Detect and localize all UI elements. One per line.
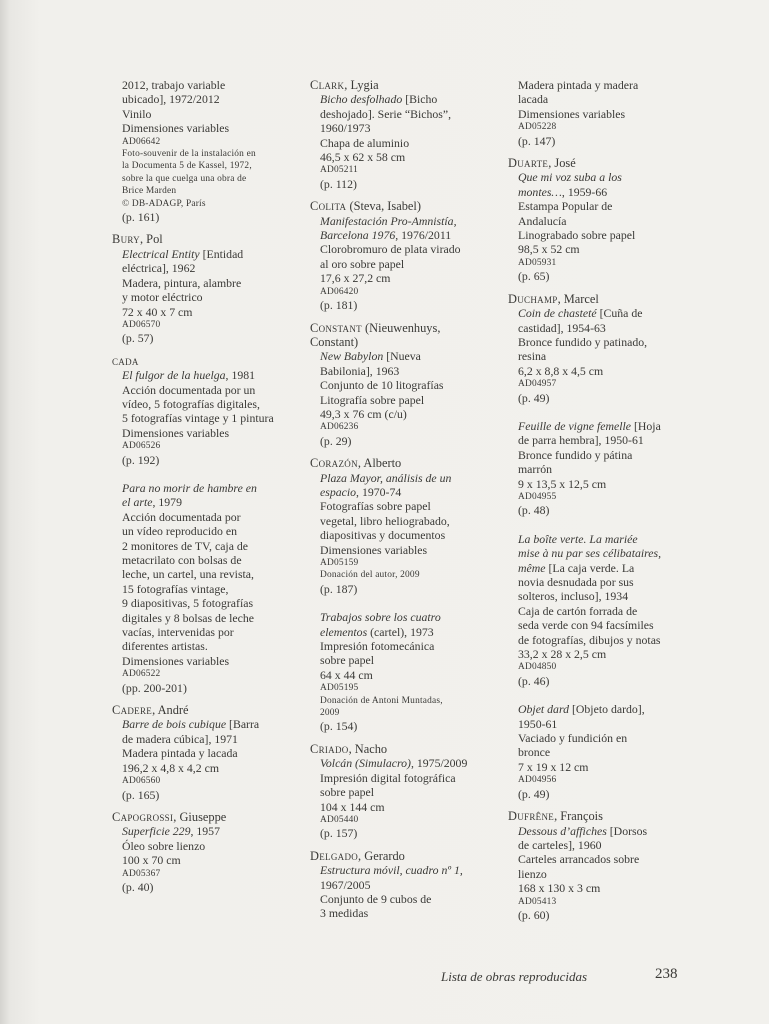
artist-surname: Constant: [310, 320, 362, 335]
record-line: (p. 46): [518, 673, 550, 688]
artist-name: [112, 232, 300, 246]
artwork-record: [122, 247, 300, 346]
record-line: lienzo: [518, 866, 547, 881]
catalogue-entry: [508, 156, 698, 284]
artist-surname: Delgado: [310, 848, 359, 863]
record-line: 1950-61: [518, 716, 558, 731]
column-1: [112, 78, 300, 902]
record-text: , 1979: [152, 495, 182, 510]
record-note: la Documenta 5 de Kassel, 1972,: [122, 161, 252, 172]
record-line: bronce: [518, 745, 551, 760]
artist-given-name: , Nacho: [348, 741, 388, 756]
record-line: (p. 40): [122, 879, 154, 894]
artist-given-name: (Nieuwenhuys,: [361, 320, 441, 335]
artist-given-name: , Gerardo: [358, 848, 405, 863]
record-line: eléctrica], 1962: [122, 261, 196, 276]
record-line: un vídeo reproducido en: [122, 524, 237, 539]
record-note: Donación del autor, 2009: [320, 570, 420, 581]
record-line: [518, 419, 698, 433]
artist-surname: cada: [112, 353, 139, 368]
record-text: , 1981: [225, 368, 256, 383]
artwork-record: [320, 92, 500, 191]
record-line: (p. 49): [518, 786, 550, 801]
record-text: [Dorsos: [606, 823, 648, 838]
artist-name: [112, 703, 300, 717]
record-line: marrón: [518, 462, 553, 477]
record-line: [122, 247, 300, 261]
artist-name: [310, 78, 500, 92]
record-line: Óleo sobre lienzo: [122, 838, 206, 853]
artist-surname: Bury: [112, 232, 140, 247]
record-note: AD05367: [122, 868, 161, 879]
artist-surname: Corazón: [310, 456, 358, 471]
record-line: Para no morir de hambre en: [122, 480, 257, 495]
record-note: AD04850: [518, 662, 557, 673]
artwork-record: [122, 368, 300, 467]
artwork-record: [518, 419, 698, 518]
record-line: Litografía sobre papel: [320, 392, 425, 407]
record-text: [Bicho: [402, 92, 438, 107]
artwork-record: [320, 610, 500, 734]
record-line: leche, un cartel, una revista,: [122, 567, 254, 582]
record-line: 168 x 130 x 3 cm: [518, 881, 601, 896]
record-note: © DB-ADAGP, París: [122, 198, 206, 209]
record-text: (cartel), 1973: [367, 624, 434, 639]
artwork-title: Barcelona 1976: [320, 228, 396, 243]
artwork-record: [320, 863, 500, 921]
record-text: [Nueva: [383, 349, 421, 364]
artist-given-name: , Marcel: [557, 291, 599, 306]
record-line: resina: [518, 349, 547, 364]
artist-given-name: , Lygia: [344, 78, 379, 92]
record-line: [320, 485, 500, 499]
record-line: Clorobromuro de plata virado: [320, 242, 461, 257]
artist-surname: Duchamp: [508, 291, 558, 306]
artwork-title: même: [518, 560, 546, 575]
artwork-record: [122, 717, 300, 801]
record-line: [518, 702, 698, 716]
artist-name: [310, 199, 500, 213]
record-note: AD06526: [122, 441, 161, 452]
artist-name: [112, 810, 300, 824]
record-line: ubicado], 1972/2012: [122, 92, 220, 107]
record-line: [122, 717, 300, 731]
artist-name: [310, 849, 500, 863]
record-line: de fotografías, dibujos y notas: [518, 632, 661, 647]
artwork-record: [122, 824, 300, 894]
record-line: Vinilo: [122, 106, 152, 121]
record-text: [Hoja: [631, 418, 661, 433]
artist-given-name: , André: [152, 703, 189, 718]
column-2: [310, 78, 500, 929]
record-line: Acción documentada por: [122, 509, 241, 524]
artwork-record: [518, 170, 698, 283]
record-note: AD05228: [518, 122, 557, 133]
artwork-title: elementos: [320, 624, 368, 639]
record-line: [320, 92, 500, 106]
record-line: 104 x 144 cm: [320, 799, 385, 814]
record-note: AD04956: [518, 775, 557, 786]
artwork-title: Electrical Entity: [122, 246, 200, 261]
artwork-title: Superficie 229: [122, 824, 191, 839]
catalogue-entry: [310, 742, 500, 841]
record-line: Conjunto de 9 cubos de: [320, 891, 432, 906]
record-note: AD05413: [518, 896, 557, 907]
record-text: , 1976/2011: [395, 228, 452, 243]
record-line: Bronce fundido y patinado,: [518, 334, 648, 349]
record-line: (p. 161): [122, 210, 160, 225]
artwork-record: [518, 702, 698, 801]
record-note: AD05211: [320, 165, 359, 176]
record-line: Que mi voz suba a los: [518, 170, 622, 185]
artwork-title: El fulgor de la huelga: [122, 368, 226, 383]
artist-name: [508, 292, 698, 306]
record-line: [518, 306, 698, 320]
record-line: Impresión digital fotográfica: [320, 770, 456, 785]
record-line: 5 fotografías vintage y 1 pintura: [122, 411, 274, 426]
artist-given-name: , Pol: [139, 232, 163, 247]
record-line: al oro sobre papel: [320, 256, 405, 271]
record-line: vacías, intervenidas por: [122, 625, 234, 640]
catalogue-entry: [310, 199, 500, 312]
record-line: [320, 349, 500, 363]
column-3: [508, 78, 698, 930]
record-note: AD06236: [320, 422, 359, 433]
record-line: (p. 29): [320, 433, 352, 448]
catalogue-entry: [310, 456, 500, 734]
record-line: Chapa de aluminio: [320, 135, 410, 150]
artwork-title: Barre de bois cubique: [122, 717, 227, 732]
record-line: (p. 65): [518, 269, 550, 284]
record-line: (pp. 200-201): [122, 680, 187, 695]
record-line: [320, 471, 500, 485]
record-note: AD04955: [518, 491, 557, 502]
record-line: [518, 561, 698, 575]
artist-name: [112, 354, 300, 368]
artwork-record: [320, 214, 500, 313]
record-line: Bronce fundido y pátina: [518, 447, 633, 462]
artwork-record: [122, 78, 300, 224]
artist-surname: Colita: [310, 199, 347, 214]
record-line: [122, 495, 300, 509]
record-text: [Entidad: [199, 246, 244, 261]
record-line: Manifestación Pro-Amnistía,: [320, 213, 457, 228]
artist-name: [310, 456, 500, 470]
record-note: AD04957: [518, 379, 557, 390]
record-line: diapositivas y documentos: [320, 528, 446, 543]
record-text: [Barra: [226, 717, 260, 732]
record-note: AD05195: [320, 683, 359, 694]
record-line: [122, 824, 300, 838]
catalogue-entry: [112, 354, 300, 695]
catalogue-entry: [508, 292, 698, 801]
record-line: [518, 824, 698, 838]
record-note: AD06570: [122, 319, 161, 330]
record-line: 64 x 44 cm: [320, 667, 373, 682]
artist-surname: Clark: [310, 78, 345, 92]
artwork-title: Objet dard: [518, 702, 570, 717]
record-line: diferentes artistas.: [122, 639, 208, 654]
artist-surname: Duarte: [508, 156, 549, 171]
record-line: (p. 49): [518, 390, 550, 405]
record-line: (p. 60): [518, 907, 550, 922]
record-line: Caja de cartón forrada de: [518, 603, 638, 618]
record-text: [Cuña de: [596, 306, 643, 321]
record-line: novia desnudada por sus: [518, 575, 634, 589]
artwork-title: el arte: [122, 495, 153, 510]
record-line: castidad], 1954-63: [518, 320, 606, 335]
record-line: Dimensiones variables: [518, 106, 626, 121]
catalogue-entry: [310, 78, 500, 191]
artist-surname: Criado: [310, 741, 349, 756]
record-line: de madera cúbica], 1971: [122, 731, 238, 746]
record-text: , 1975/2009: [410, 756, 468, 771]
record-line: Dimensiones variables: [320, 542, 428, 557]
record-note: Foto-souvenir de la instalación en: [122, 149, 256, 160]
artwork-title: Coin de chasteté: [518, 306, 597, 321]
record-line: digitales y 8 bolsas de leche: [122, 610, 255, 625]
record-line: lacada: [518, 92, 549, 107]
artwork-record: [320, 349, 500, 448]
artwork-title: Bicho desfolhado: [320, 92, 403, 107]
record-line: 9 x 13,5 x 12,5 cm: [518, 476, 607, 491]
artist-given-name: , Alberto: [357, 456, 402, 471]
artwork-title: Volcán (Simulacro): [320, 756, 411, 771]
record-text: [Objeto dardo],: [569, 702, 645, 717]
artist-given-name: , François: [554, 809, 603, 824]
record-line: (p. 192): [122, 452, 160, 467]
catalogue-entry: [310, 321, 500, 449]
record-note: 2009: [320, 708, 340, 719]
record-line: Linograbado sobre papel: [518, 228, 636, 243]
catalogue-entry: [112, 232, 300, 345]
artwork-title: espacio: [320, 484, 357, 499]
record-note: AD06420: [320, 286, 359, 297]
record-line: 17,6 x 27,2 cm: [320, 271, 391, 286]
record-line: de carteles], 1960: [518, 837, 602, 852]
record-line: La boîte verte. La mariée: [518, 531, 638, 546]
record-line: seda verde con 94 facsímiles: [518, 618, 654, 633]
artwork-record: [518, 824, 698, 923]
record-line: mise à nu par ses célibataires,: [518, 546, 662, 561]
artwork-title: Feuille de vigne femelle: [518, 418, 631, 433]
running-title: Lista de obras reproducidas: [441, 969, 588, 984]
artwork-record: [320, 756, 500, 840]
record-line: sobre papel: [320, 785, 375, 800]
artist-name-continued: Constant): [310, 334, 359, 349]
record-line: [122, 368, 300, 382]
artist-given-name: , Giuseppe: [173, 809, 227, 824]
record-line: de parra hembra], 1950-61: [518, 433, 644, 448]
artist-name: [508, 809, 698, 823]
record-line: Estructura móvil, cuadro nº 1,: [320, 863, 463, 878]
artwork-record: [518, 306, 698, 405]
record-note: AD06522: [122, 669, 161, 680]
record-line: Conjunto de 10 litografías: [320, 378, 444, 393]
artist-name: [310, 321, 500, 335]
record-line: (p. 48): [518, 503, 550, 518]
record-line: Impresión fotomecánica: [320, 639, 435, 654]
artist-given-name: (Steva, Isabel): [346, 199, 422, 214]
artwork-record: [320, 471, 500, 597]
catalogue-entry: [310, 849, 500, 921]
artist-name: [310, 742, 500, 756]
artwork-title: Plaza Mayor, análisis de un: [320, 470, 452, 485]
artist-name: [508, 156, 698, 170]
artist-surname: Capogrossi: [112, 809, 174, 824]
artist-surname: Cadere: [112, 703, 153, 718]
record-line: Fotografías sobre papel: [320, 499, 431, 514]
record-note: AD05159: [320, 558, 359, 568]
record-line: Madera pintada y madera: [518, 78, 639, 92]
record-line: 33,2 x 28 x 2,5 cm: [518, 647, 607, 662]
record-text: [La caja verde. La: [545, 560, 635, 575]
catalogue-entry-continued: [508, 78, 698, 148]
catalogue-entry-continued: [112, 78, 300, 224]
record-line: (p. 147): [518, 133, 556, 148]
record-line: 6,2 x 8,8 x 4,5 cm: [518, 363, 604, 378]
record-line: Trabajos sobre los cuatro: [320, 610, 441, 625]
record-text: , 1957: [190, 824, 220, 839]
record-line: [320, 625, 500, 639]
artwork-title: montes…: [518, 184, 562, 199]
record-line: Babilonia], 1963: [320, 363, 400, 378]
record-note: sobre la que cuelga una obra de: [122, 173, 247, 184]
record-note: AD06642: [122, 136, 161, 147]
record-line: Dimensiones variables: [122, 121, 230, 136]
record-line: Andalucía: [518, 213, 567, 228]
record-line: Dimensiones variables: [122, 425, 230, 440]
record-line: 46,5 x 62 x 58 cm: [320, 150, 406, 165]
record-line: 2012, trabajo variable: [122, 78, 226, 92]
record-text: , 1970-74: [356, 484, 402, 499]
record-line: y motor eléctrico: [122, 290, 203, 305]
record-line: 15 fotografías vintage,: [122, 581, 229, 596]
record-line: 3 medidas: [320, 906, 369, 921]
record-line: 2 monitores de TV, caja de: [122, 538, 249, 553]
record-line: (p. 57): [122, 331, 154, 346]
record-line: [518, 185, 698, 199]
record-line: (p. 165): [122, 787, 160, 802]
artwork-record: [122, 481, 300, 695]
record-line: [320, 228, 500, 242]
record-line: metacrilato con bolsas de: [122, 553, 242, 567]
record-line: Estampa Popular de: [518, 199, 613, 214]
record-line: [320, 756, 500, 770]
record-text: , 1959-66: [561, 184, 608, 199]
record-line: (p. 181): [320, 298, 358, 313]
artwork-record: [518, 532, 698, 688]
record-line: 9 diapositivas, 5 fotografías: [122, 596, 254, 611]
record-line: 72 x 40 x 7 cm: [122, 304, 193, 319]
record-line: (p. 157): [320, 826, 358, 841]
record-line: (p. 154): [320, 719, 358, 734]
artwork-title: New Babylon: [320, 349, 384, 364]
catalogue-entry: [112, 810, 300, 894]
record-note: AD06560: [122, 776, 161, 787]
record-note: AD05931: [518, 257, 557, 268]
record-line: 1967/2005: [320, 877, 371, 892]
record-note: AD05440: [320, 814, 359, 825]
record-line: Madera, pintura, alambre: [122, 275, 242, 290]
record-line: Madera pintada y lacada: [122, 746, 238, 761]
record-line: 1960/1973: [320, 121, 371, 136]
record-line: Acción documentada por un: [122, 382, 256, 397]
record-line: (p. 187): [320, 581, 358, 596]
artist-given-name: , José: [548, 156, 576, 171]
record-line: 100 x 70 cm: [122, 853, 181, 868]
record-line: vegetal, libro heliograbado,: [320, 513, 450, 528]
record-note: Donación de Antoni Muntadas,: [320, 695, 443, 706]
record-line: 196,2 x 4,8 x 4,2 cm: [122, 760, 219, 775]
record-line: Vaciado y fundición en: [518, 731, 628, 746]
catalogue-entry: [508, 809, 698, 922]
record-line: Dimensiones variables: [122, 653, 230, 668]
artist-surname: Dufrêne: [508, 809, 555, 824]
page-number: 238: [655, 966, 678, 982]
catalogue-entry: [112, 703, 300, 802]
record-line: sobre papel: [320, 653, 375, 668]
record-line: 98,5 x 52 cm: [518, 242, 580, 257]
record-line: Carteles arrancados sobre: [518, 852, 640, 867]
record-line: vídeo, 5 fotografías digitales,: [122, 396, 260, 411]
record-line: solteros, incluso], 1934: [518, 589, 629, 604]
record-note: Brice Marden: [122, 186, 177, 197]
record-line: 7 x 19 x 12 cm: [518, 759, 589, 774]
artwork-record: [518, 78, 698, 148]
record-line: deshojado]. Serie “Bichos”,: [320, 106, 452, 121]
artwork-title: Dessous d’affiches: [518, 823, 607, 838]
record-line: 49,3 x 76 cm (c/u): [320, 406, 407, 421]
record-line: (p. 112): [320, 176, 357, 191]
